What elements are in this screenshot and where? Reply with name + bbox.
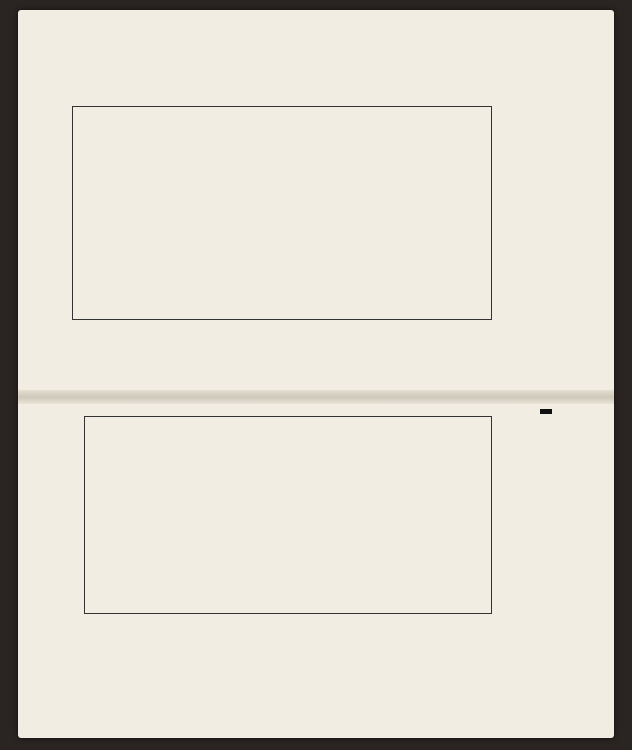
bottom-table-frame xyxy=(84,416,492,614)
timetable-page xyxy=(18,10,614,738)
top-table-frame xyxy=(72,106,492,320)
page-fold xyxy=(18,390,614,404)
separator-mark xyxy=(540,409,552,414)
